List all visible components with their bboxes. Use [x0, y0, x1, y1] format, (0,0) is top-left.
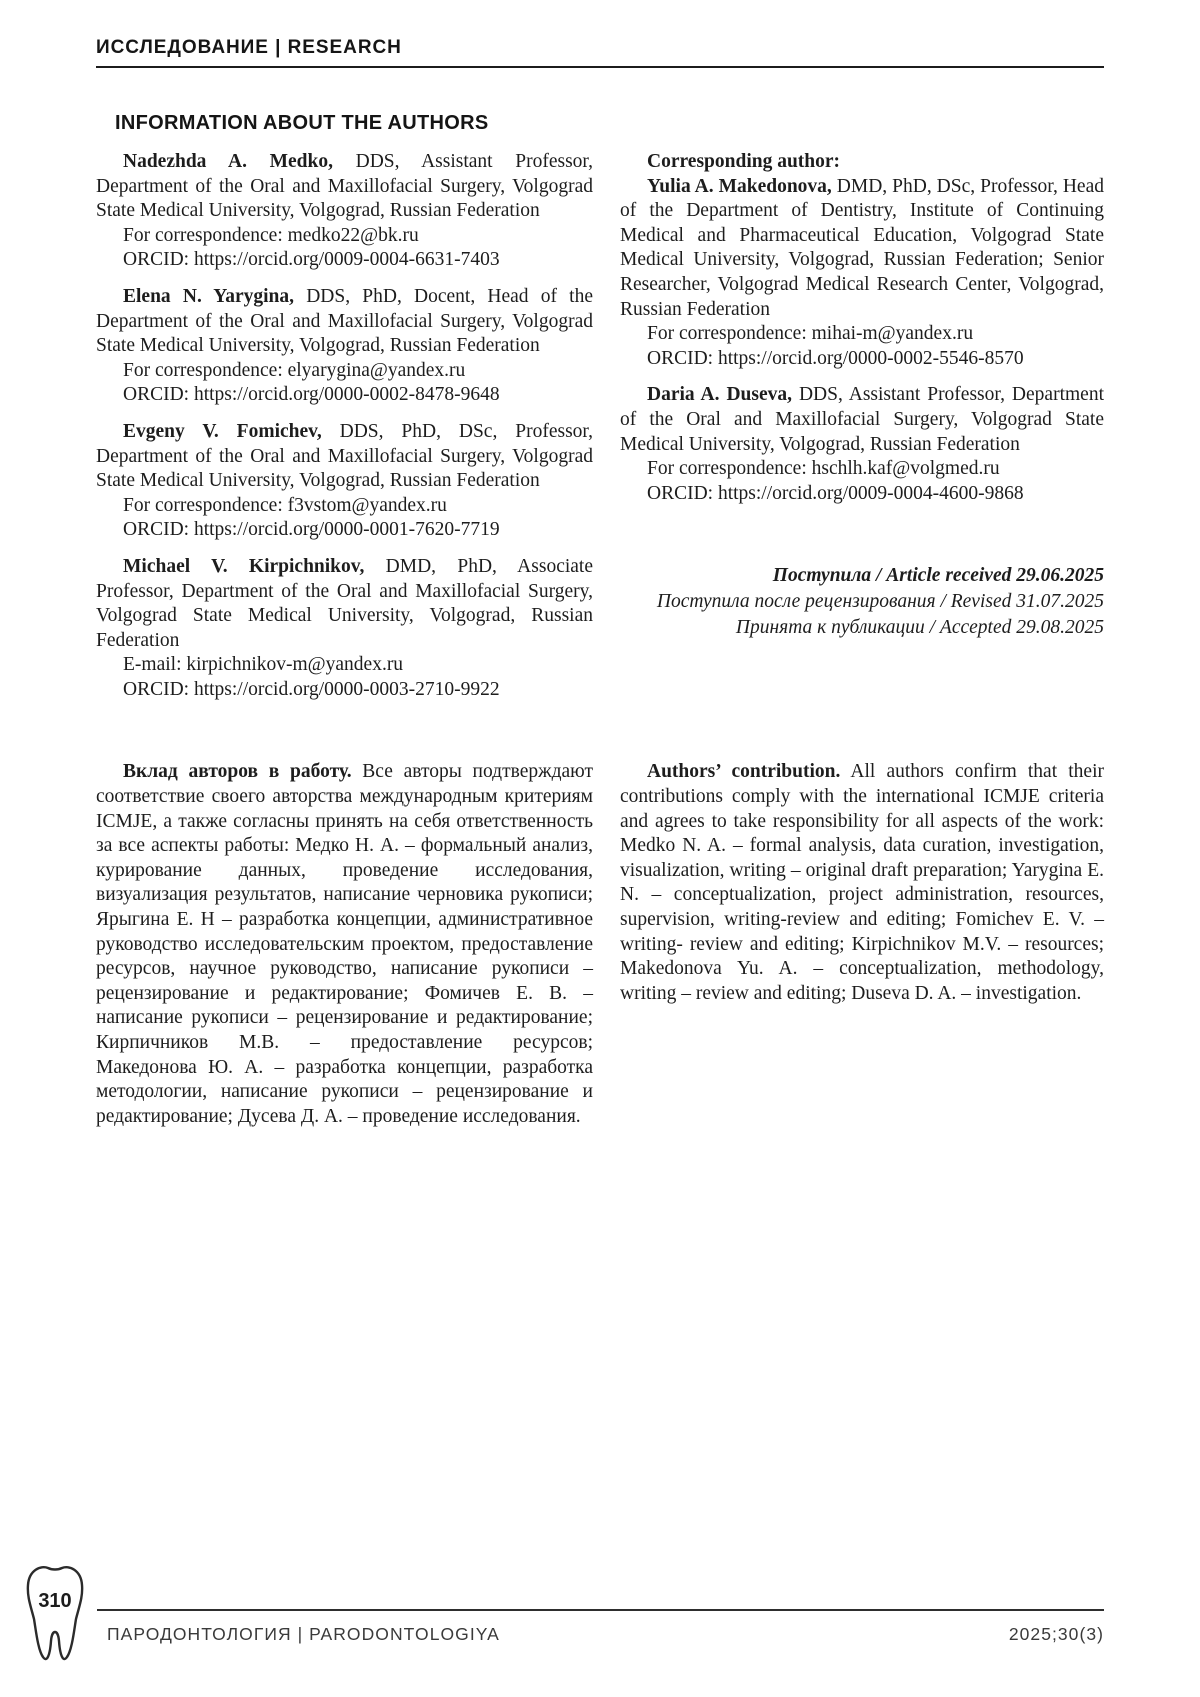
two-column-layout	[96, 150, 1104, 1129]
orcid-link[interactable]: https://orcid.org/0000-0003-2710-9922	[193, 678, 500, 700]
date-revised: Поступила после рецензирования / Revised 31.07.2025	[656, 590, 1104, 612]
author-name: Michael V. Kirpichnikov,	[123, 555, 365, 577]
author-name: Elena N. Yarygina,	[123, 285, 295, 307]
author-block-duseva	[620, 383, 1104, 506]
correspondence-label: For correspondence:	[647, 323, 812, 345]
author-block-fomichev	[96, 420, 593, 543]
email-label: E-mail:	[123, 654, 187, 676]
journal-tooth-logo	[22, 1561, 88, 1665]
author-details: DDS, PhD, Docent, Head of the Department of the Oral and Maxillofacial Surgery, Volgograd State Medical University, Volgograd, Russian Federation	[96, 285, 593, 357]
correspondence-line	[96, 359, 593, 384]
contribution-en-section	[620, 760, 1104, 1129]
author-block-makedonova	[620, 175, 1104, 372]
email-link[interactable]: medko22@bk.ru	[287, 224, 419, 246]
orcid-label: ORCID:	[123, 384, 194, 406]
email-line	[96, 653, 593, 678]
author-block-medko	[96, 150, 593, 273]
orcid-label: ORCID:	[647, 482, 718, 504]
author-paragraph	[96, 555, 593, 653]
author-details: DDS, PhD, DSc, Professor, Department of the Oral and Maxillofacial Surgery, Volgograd State Medical University, Volgograd, Russian Federation	[96, 420, 593, 492]
orcid-label: ORCID:	[123, 519, 194, 541]
author-name: Daria A. Duseva,	[647, 384, 793, 406]
authors-column-left	[96, 150, 593, 714]
email-link[interactable]: kirpichnikov-m@yandex.ru	[186, 654, 404, 676]
footer-issue: 2025;30(3)	[1008, 1624, 1104, 1644]
contribution-en-heading: Authors’ contribution.	[647, 761, 841, 783]
orcid-line	[620, 482, 1104, 507]
correspondence-line	[96, 224, 593, 249]
contribution-ru-section	[96, 760, 593, 1129]
author-details: DMD, PhD, Associate Professor, Department of the Oral and Maxillofacial Surgery, Volgograd State Medical University, Volgograd, Russian Federation	[96, 555, 593, 651]
email-link[interactable]: hschlh.kaf@volgmed.ru	[811, 458, 1000, 480]
authors-column-right	[620, 150, 1104, 714]
author-block-kirpichnikov	[96, 555, 593, 703]
correspondence-line	[96, 494, 593, 519]
article-dates	[620, 563, 1104, 640]
email-link[interactable]: f3vstom@yandex.ru	[287, 494, 447, 516]
contribution-ru-text: Все авторы подтверждают соответствие своего авторства международным критериям ICMJE, а также согласны принять на себя ответственность за все аспекты работы: Медко Н. А. – формальный анализ, курирование данных, проведение исследования, визуализация результатов, написание черновика рукописи; Ярыгина Е. Н – разработка концепции, административное руководство исследовательским проектом, предоставление ресурсов, научное руководство, написание рукописи – рецензирование и редактирование; Фомичев Е. В. – написание рукописи – рецензирование и редактирование; Кирпичников М.В. – предоставление ресурсов; Македонова Ю. А. – разработка концепции, разработка методологии, написание рукописи – рецензирование и редактирование; Дусева Д. А. – проведение исследования.	[96, 761, 593, 1127]
correspondence-label: For correspondence:	[123, 494, 288, 516]
tooth-icon	[22, 1561, 88, 1665]
orcid-line	[96, 383, 593, 408]
author-details: DDS, Assistant Professor, Department of the Oral and Maxillofacial Surgery, Volgograd State Medical University, Volgograd, Russian Federation	[96, 151, 593, 222]
page-footer	[97, 1609, 1104, 1645]
author-details: DDS, Assistant Professor, Department of the Oral and Maxillofacial Surgery, Volgograd State Medical University, Volgograd, Russian Federation	[620, 384, 1104, 455]
correspondence-label: For correspondence:	[647, 458, 812, 480]
author-paragraph	[96, 420, 593, 494]
orcid-link[interactable]: https://orcid.org/0000-0002-5546-8570	[717, 347, 1024, 369]
date-received: Поступила / Article received 29.06.2025	[772, 565, 1104, 587]
page-title: INFORMATION ABOUT THE AUTHORS	[115, 112, 489, 135]
orcid-label: ORCID:	[123, 678, 194, 700]
author-name: Nadezhda A. Medko,	[123, 151, 333, 172]
corresponding-author-heading: Corresponding author:	[647, 151, 841, 172]
contribution-en-text: All authors confirm that their contributions comply with the international ICMJE criteria and agrees to take responsibility for all aspects of the work: Medko N. A. – formal analysis, data curation, investigation, visualization, writing – original draft preparation; Yarygina E. N. – conceptualization, project administration, resources, supervision, writing-review and editing; Fomichev E. V. – writing- review and editing; Kirpichnikov M.V. – resources; Makedonova Yu. A. – conceptualization, methodology, writing – review and editing; Duseva D. A. – investigation.	[620, 761, 1104, 1004]
running-head: ИССЛЕДОВАНИЕ | RESEARCH	[96, 36, 1104, 68]
orcid-line	[96, 678, 593, 703]
contribution-ru-paragraph	[96, 760, 593, 1129]
orcid-link[interactable]: https://orcid.org/0009-0004-4600-9868	[717, 482, 1024, 504]
footer-journal-name: ПАРОДОНТОЛОГИЯ | PARODONTOLOGIYA	[107, 1624, 500, 1644]
page-number: 310	[38, 1590, 72, 1612]
orcid-line	[96, 518, 593, 543]
author-paragraph	[620, 175, 1104, 323]
orcid-line	[620, 347, 1104, 372]
author-paragraph	[96, 285, 593, 359]
correspondence-label: For correspondence:	[123, 359, 288, 381]
author-paragraph	[96, 150, 593, 224]
correspondence-line	[620, 322, 1104, 347]
orcid-link[interactable]: https://orcid.org/0000-0002-8478-9648	[193, 384, 500, 406]
author-name: Evgeny V. Fomichev,	[123, 420, 322, 442]
contribution-ru-heading: Вклад авторов в работу.	[123, 761, 352, 783]
email-link[interactable]: elyarygina@yandex.ru	[287, 359, 466, 381]
author-details: DMD, PhD, DSc, Professor, Head of the Department of Dentistry, Institute of Continuing Medical and Pharmaceutical Education, Volgograd State Medical University, Volgograd, Russian Federation; Senior Researcher, Volgograd Medical Research Center, Volgograd, Russian Federation	[620, 175, 1104, 320]
orcid-link[interactable]: https://orcid.org/0000-0001-7620-7719	[193, 519, 500, 541]
author-paragraph	[620, 383, 1104, 457]
email-link[interactable]: mihai-m@yandex.ru	[811, 323, 974, 345]
author-name: Yulia A. Makedonova,	[647, 175, 832, 197]
date-accepted: Принята к публикации / Accepted 29.08.2025	[735, 616, 1104, 638]
orcid-label: ORCID:	[647, 347, 718, 369]
correspondence-label: For correspondence:	[123, 224, 288, 246]
contribution-en-paragraph	[620, 760, 1104, 1006]
author-block-yarygina	[96, 285, 593, 408]
orcid-label: ORCID:	[123, 249, 194, 271]
orcid-link[interactable]: https://orcid.org/0009-0004-6631-7403	[193, 249, 500, 271]
orcid-line	[96, 248, 593, 273]
correspondence-line	[620, 457, 1104, 482]
